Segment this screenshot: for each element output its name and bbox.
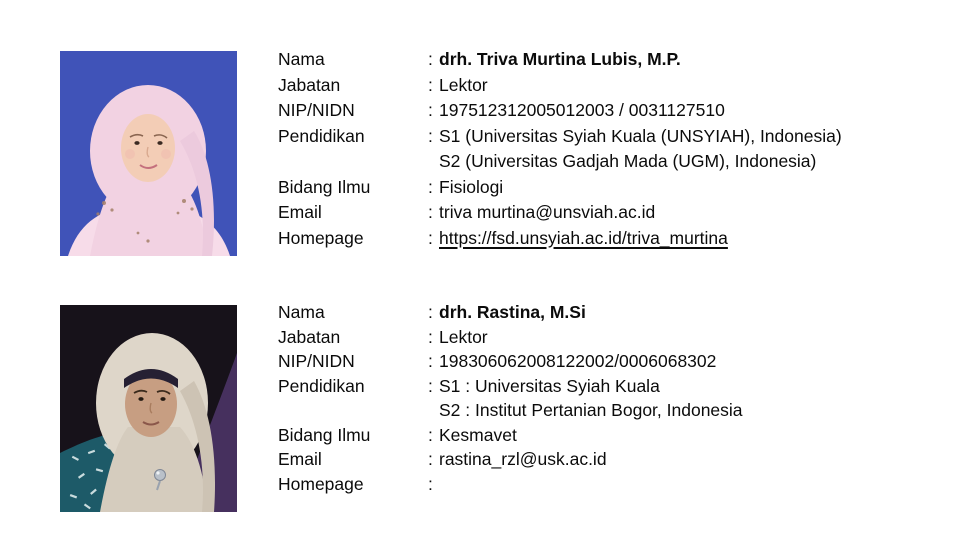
p2-field-row-homepage (278, 472, 743, 497)
homepage-link[interactable]: https://fsd.unsyiah.ac.id/triva_murtina (439, 227, 728, 248)
field-label: Bidang Ilmu (278, 424, 371, 445)
colon-separator: : (428, 302, 433, 322)
field-label: Jabatan (278, 326, 341, 347)
education-s1: S1 (Universitas Syiah Kuala (UNSYIAH), Indonesia) (439, 125, 842, 146)
field-label: Homepage (278, 473, 364, 494)
field-value (428, 98, 725, 124)
colon-separator: : (428, 100, 433, 120)
field-value (428, 472, 439, 497)
p2-field-row-jabatan (278, 325, 743, 350)
education-s2: S2 (Universitas Gadjah Mada (UGM), Indonesia) (439, 151, 817, 171)
field-value (428, 47, 681, 73)
p1-field-row-pendidikan (278, 124, 842, 175)
colon-separator: : (428, 449, 433, 469)
email-text: rastina_rzl@usk.ac.id (439, 449, 607, 469)
field-value (428, 175, 503, 201)
field-value (428, 124, 842, 175)
field-value-text: Fisiologi (439, 176, 504, 197)
profile-fields-rastina (278, 300, 743, 496)
field-value (428, 349, 716, 374)
field-value (428, 447, 607, 472)
education-lines (439, 124, 842, 175)
profile-photo-rastina (60, 305, 237, 512)
field-label: Email (278, 202, 322, 222)
p1-field-row-nip-nidn (278, 98, 842, 124)
education-s2: S2 : Institut Pertanian Bogor, Indonesia (439, 400, 743, 420)
field-value (428, 300, 586, 325)
field-value-text: 197512312005012003 / 0031127510 (439, 100, 725, 120)
field-label: NIP/NIDN (278, 100, 355, 120)
colon-separator: : (428, 49, 433, 69)
field-value (428, 374, 743, 423)
education-s1: S1 : Universitas Syiah Kuala (439, 375, 660, 396)
colon-separator: : (428, 74, 433, 95)
name-text: drh. Triva Murtina Lubis, M.P. (439, 49, 681, 69)
p1-field-row-jabatan (278, 73, 842, 99)
colon-separator: : (428, 375, 433, 396)
email-text: triva murtina@unsviah.ac.id (439, 202, 656, 222)
colon-separator: : (428, 202, 433, 222)
field-value (428, 325, 488, 350)
field-value (428, 423, 517, 448)
colon-separator: : (428, 473, 433, 494)
education-lines (439, 374, 743, 423)
field-label: NIP/NIDN (278, 351, 355, 371)
field-label: Jabatan (278, 74, 341, 95)
p1-field-row-email (278, 200, 842, 226)
p2-field-row-nip-nidn (278, 349, 743, 374)
field-value-text: Lektor (439, 74, 488, 95)
colon-separator: : (428, 227, 433, 248)
p2-field-row-nama (278, 300, 743, 325)
p2-field-row-email (278, 447, 743, 472)
field-value-text: Lektor (439, 326, 488, 347)
field-label: Nama (278, 49, 325, 69)
field-label: Nama (278, 302, 325, 322)
p1-field-row-homepage (278, 226, 842, 252)
colon-separator: : (428, 424, 433, 445)
field-label: Bidang Ilmu (278, 176, 371, 197)
colon-separator: : (428, 176, 433, 197)
field-value (428, 73, 488, 99)
field-value (428, 200, 655, 226)
p1-field-row-nama (278, 47, 842, 73)
field-label: Pendidikan (278, 375, 365, 396)
p2-field-row-bidang-ilmu (278, 423, 743, 448)
field-value-text: Kesmavet (439, 424, 517, 445)
colon-separator: : (428, 125, 433, 146)
field-value-text: 198306062008122002/0006068302 (439, 351, 717, 371)
colon-separator: : (428, 326, 433, 347)
profile-fields-triva (278, 47, 842, 251)
field-label: Email (278, 449, 322, 469)
p2-field-row-pendidikan (278, 374, 743, 423)
field-label: Pendidikan (278, 125, 365, 146)
name-text: drh. Rastina, M.Si (439, 302, 586, 322)
colon-separator: : (428, 351, 433, 371)
face (121, 114, 175, 182)
profile-photo-triva (60, 51, 237, 256)
field-value (428, 226, 728, 252)
field-label: Homepage (278, 227, 364, 248)
p1-field-row-bidang-ilmu (278, 175, 842, 201)
